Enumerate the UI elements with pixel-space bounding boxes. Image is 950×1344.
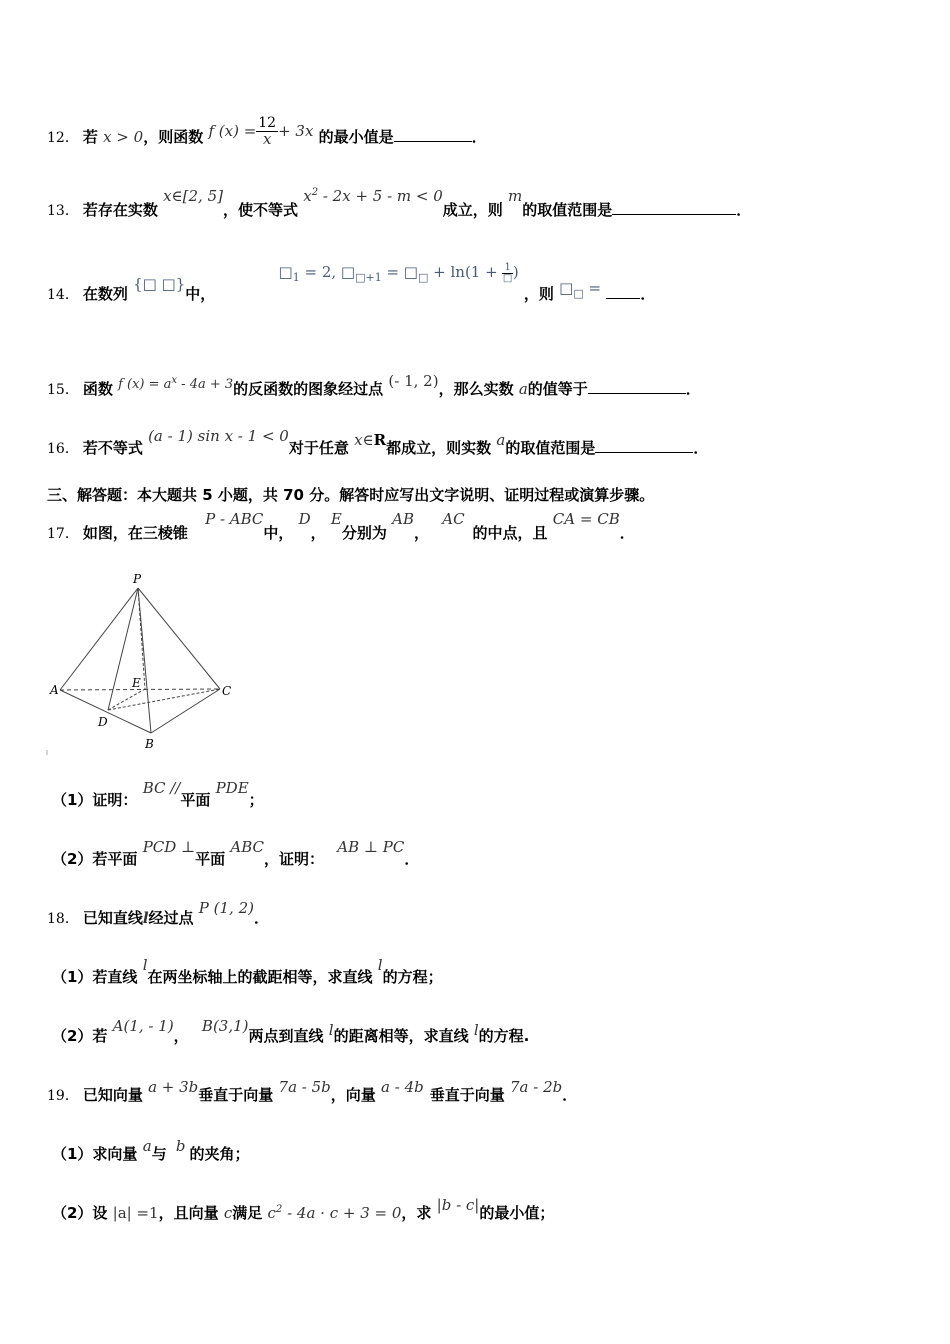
answer-blank[interactable]	[394, 140, 472, 142]
answer-blank[interactable]	[612, 213, 736, 215]
sequence-symbol: {□ □}	[133, 275, 186, 293]
set-math: x∈[2, 5]	[163, 187, 223, 205]
question-12: 12． 若 x > 0，则函数 f (x) = $\frac{12}{x}$ + 3x 的最小值是 ．	[47, 115, 487, 148]
question-number: 13．	[47, 203, 79, 219]
function-lhs: f (x) =	[208, 122, 257, 140]
question-15: 15． 函数 $^{f (x) = a^x - 4a + 3}$的反函数的图象经过点 (- 1, 2)，那么实数 a的值等于 ．	[47, 372, 701, 398]
label-p: P	[133, 572, 142, 586]
question-number: 12．	[47, 130, 79, 146]
answer-blank[interactable]	[595, 451, 693, 453]
edge-pa	[60, 588, 138, 690]
question-number: 17．	[47, 526, 79, 542]
section-heading: 三、解答题：本大题共 5 小题，共 70 分。解答时应写出文字说明、证明过程或演算步骤。	[47, 486, 655, 504]
question-14: 14． 在数列 {□ □}中， $□_1 = 2$, $□_{□+1}$ = $□_□ + \ln(1$ + $\frac{1}{□}$ ) ，则 $□_□$ = ．	[47, 261, 656, 303]
edge-cb	[151, 689, 220, 733]
edge-pd	[108, 588, 138, 710]
condition-math: x > 0	[103, 128, 144, 146]
q19-part1: （1）求向量 a与 b 的夹角；	[52, 1137, 250, 1163]
fraction: $\frac{12}{x}$	[258, 115, 277, 148]
edge-de	[108, 689, 145, 710]
edge-pc	[138, 588, 220, 689]
point-math: (- 1, 2)	[388, 372, 439, 390]
edge-pe	[138, 588, 145, 689]
question-16: 16． 若不等式 (a - 1) sin x - 1 < 0对于任意 x∈R都成立，则实数 a的取值范围是 ．	[47, 427, 709, 457]
recurrence-formula: $□_1 = 2$, $□_{□+1}$ = $□_□ + \ln(1$ + $\frac{1}{□}$ )	[278, 261, 519, 284]
question-13: 13． 若存在实数 x∈[2, 5]，使不等式 $x^2 - 2x + 5 - m < 0$成立，则 m的取值范围是 ．	[47, 187, 752, 219]
tetrahedron-figure	[45, 570, 245, 755]
q17-part2: （2）若平面 PCD ⊥平面 ABC，证明： AB ⊥ PC．	[52, 838, 420, 868]
question-number: 14．	[47, 287, 79, 303]
label-d: D	[98, 715, 108, 729]
label-a: A	[50, 683, 59, 697]
inequality-math: (a - 1) sin x - 1 < 0	[148, 427, 289, 445]
answer-blank[interactable]	[588, 392, 686, 394]
question-19: 19． 已知向量 a + 3b垂直于向量 7a - 5b，向量 a - 4b 垂直于向量 7a - 2b．	[47, 1078, 578, 1104]
question-18: 18． 已知直线l经过点 P (1, 2)．	[47, 899, 270, 927]
q18-part2: （2）若 A(1, - 1)， B(3,1)两点到直线 l的距离相等，求直线 l的方程.	[52, 1017, 530, 1045]
question-17: 17． 如图，在三棱锥 P - ABC中， D， E分别为 AB， AC的中点，且 CA = CB．	[47, 510, 635, 542]
label-b: B	[145, 737, 154, 751]
label-e: E	[132, 676, 141, 690]
label-c: C	[222, 684, 232, 698]
answer-blank[interactable]	[606, 297, 640, 299]
question-number: 19．	[47, 1088, 79, 1104]
q19-part2: （2）设 |a| =1，且向量 c满足 $c^2 - 4a \cdot c + 3 = 0$，求 |b - c|的最小值；	[52, 1196, 555, 1222]
q18-part1: （1）若直线 l在两坐标轴上的截距相等，求直线 l的方程；	[52, 956, 443, 986]
question-number: 16．	[47, 441, 79, 457]
question-number: 15．	[47, 382, 79, 398]
q17-part1: （1）证明： BC //平面 PDE；	[52, 779, 264, 809]
question-number: 18．	[47, 911, 79, 927]
